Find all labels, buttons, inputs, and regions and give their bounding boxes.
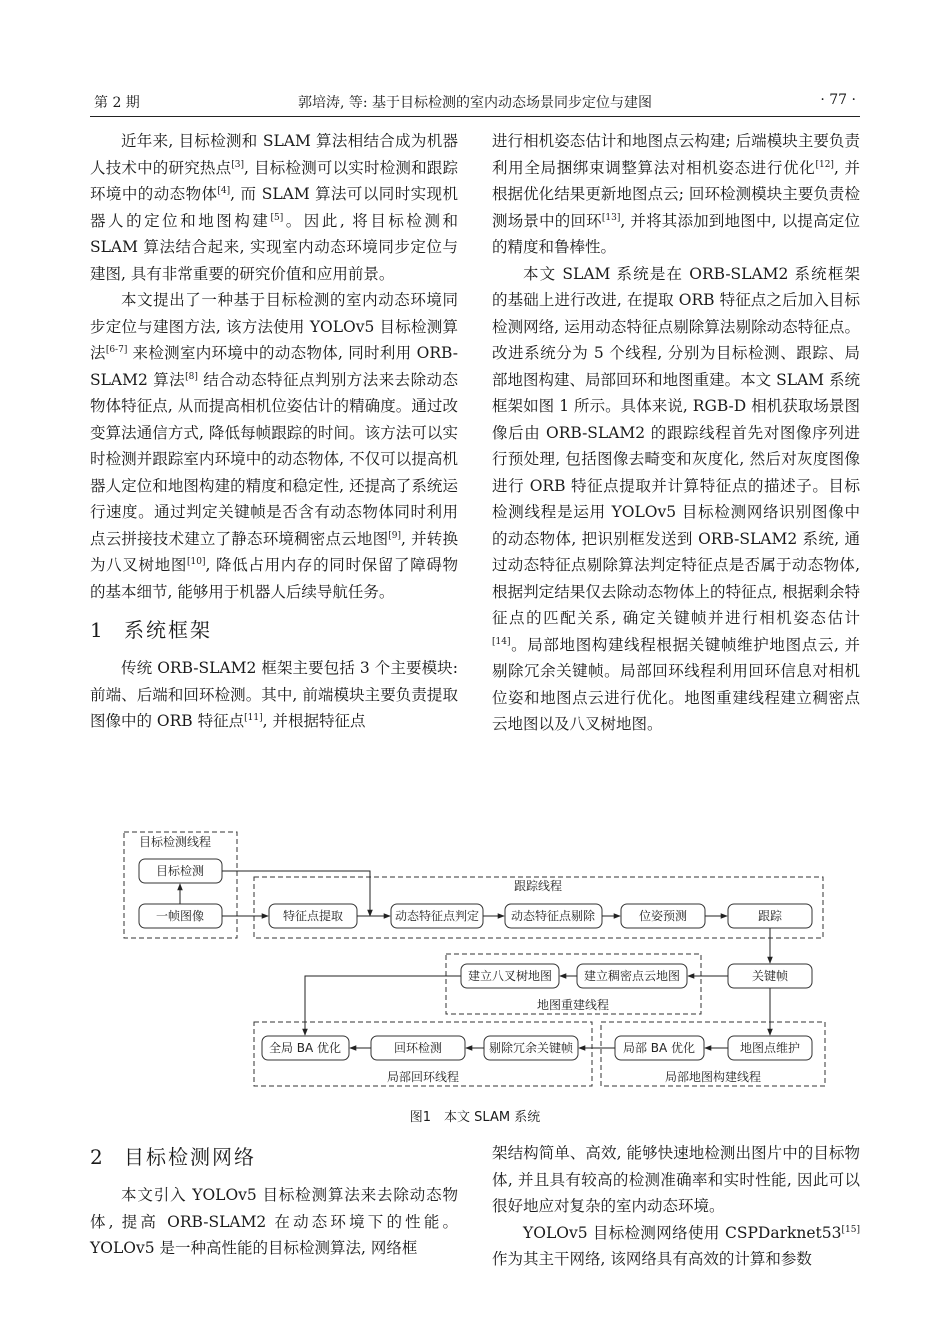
group-label-map-rebuild: 地图重建线程 — [536, 998, 610, 1012]
svg-text:位姿预测: 位姿预测 — [638, 909, 688, 923]
group-label-local-loop: 局部回环线程 — [386, 1070, 460, 1084]
right-column — [492, 128, 860, 738]
paragraph: 架结构简单、高效, 能够快速地检测出图片中的目标物体, 并且具有较高的检测准确率和实时性能, 因此可以很好地应对复杂的室内动态环境。 — [492, 1144, 860, 1215]
paragraph: 本文引入 YOLOv5 目标检测算法来去除动态物体, 提高 ORB-SLAM2 在动态环境下的性能。YOLOv5 是一种高性能的目标检测算法, 网络框 — [90, 1186, 458, 1257]
header-rule — [90, 116, 860, 117]
svg-text:跟踪: 跟踪 — [757, 909, 783, 923]
svg-text:地图点维护: 地图点维护 — [739, 1041, 801, 1055]
bottom-right-column — [492, 1140, 860, 1273]
figure-caption: 图1 本文 SLAM 系统 — [409, 1110, 541, 1125]
svg-text:关键帧: 关键帧 — [751, 969, 789, 983]
running-header — [90, 92, 860, 114]
arrow — [305, 976, 461, 1035]
group-label-detection: 目标检测线程 — [139, 835, 212, 849]
section-heading-2: 2 目标检测网络 — [90, 1145, 256, 1169]
figure-slam-system — [118, 828, 858, 1103]
slam-diagram — [118, 828, 858, 1103]
section-heading-1: 1 系统框架 — [90, 618, 212, 642]
paragraph: 传统 ORB-SLAM2 框架主要包括 3 个主要模块: 前端、后端和回环检测。其中, 前端模块主要负责提取图像中的 ORB 特征点[11], 并根据特征点 — [90, 659, 458, 730]
left-column — [90, 128, 458, 735]
running-title: 郭培涛, 等: 基于目标检测的室内动态场景同步定位与建图 — [297, 95, 653, 111]
issue-number: 第 2 期 — [94, 95, 140, 111]
svg-text:建立八叉树地图: 建立八叉树地图 — [467, 969, 553, 983]
svg-text:建立稠密点云地图: 建立稠密点云地图 — [583, 969, 681, 983]
svg-text:回环检测: 回环检测 — [393, 1041, 443, 1055]
paragraph: YOLOv5 目标检测网络使用 CSPDarknet53[15] 作为其主干网络, 该网络具有高效的计算和参数 — [492, 1223, 860, 1268]
svg-text:剔除冗余关键帧: 剔除冗余关键帧 — [488, 1041, 574, 1055]
svg-text:动态特征点剔除: 动态特征点剔除 — [510, 909, 596, 923]
svg-text:特征点提取: 特征点提取 — [282, 909, 344, 923]
svg-text:一帧图像: 一帧图像 — [155, 909, 205, 923]
svg-text:全局 BA 优化: 全局 BA 优化 — [268, 1041, 342, 1055]
paragraph: 本文 SLAM 系统是在 ORB-SLAM2 系统框架的基础上进行改进, 在提取 ORB 特征点之后加入目标检测网络, 运用动态特征点剔除算法剔除动态特征点。改进系统分为 5 个线程, 分别为目标检测、跟踪、局部地图构建、局部回环和地图重建。本文 SLAM 系统框架如图 1 所示。具体来说, RGB-D 相机获取场景图像后由 ORB-SLAM2 的跟踪线程首先对图像序列进行预处理, 包括图像去畸变和灰度化, 然后对灰度图像进行 ORB 特征点提取并计算特征点的描述子。目标检测线程是运用 YOLOv5 目标检测网络识别图像中的动态物体, 把识别框发送到 ORB-SLAM2 系统, 通过动态特征点剔除算法判定特征点是否属于动态物体, 根据判定结果仅去除动态物体上的特征点, 根据剩余特征点的匹配关系, 确定关键帧并进行相机姿态估计[14]。局部地图构建线程根据关键帧维护地图点云, 并剔除冗余关键帧。局部回环线程利用回环信息对相机位姿和地图点云进行优化。地图重建线程建立稠密点云地图以及八叉树地图。 — [492, 264, 860, 733]
bottom-left-column — [90, 1136, 458, 1262]
paragraph: 本文提出了一种基于目标检测的室内动态环境同步定位与建图方法, 该方法使用 YOLOv5 目标检测算法[6-7] 来检测室内环境中的动态物体, 同时利用 ORB-SLAM2 算法[8] 结合动态特征点判别方法来去除动态物体特征点, 从而提高相机位姿估计的精确度。通过改变算法通信方式, 降低每帧跟踪的时间。该方法可以实时检测并跟踪室内环境中的动态物体, 不仅可以提高机器人定位和地图构建的精度和稳定性, 还提高了系统运行速度。通过判定关键帧是否含有动态物体同时利用点云拼接技术建立了静态环境稠密点云地图[9], 并转换为八叉树地图[10], 降低占用内存的同时保留了障碍物的基本细节, 能够用于机器人后续导航任务。 — [90, 291, 459, 601]
group-label-local-map: 局部地图构建线程 — [664, 1070, 762, 1084]
svg-text:局部 BA 优化: 局部 BA 优化 — [622, 1041, 696, 1055]
group-label-tracking: 跟踪线程 — [513, 879, 563, 893]
paragraph: 进行相机姿态估计和地图点云构建; 后端模块主要负责利用全局捆绑束调整算法对相机姿态进行优化[12], 并根据优化结果更新地图点云; 回环检测模块主要负责检测场景中的回环[13], 并将其添加到地图中, 以提高定位的精度和鲁棒性。 — [492, 132, 860, 256]
svg-text:目标检测: 目标检测 — [155, 864, 205, 878]
paragraph: 近年来, 目标检测和 SLAM 算法相结合成为机器人技术中的研究热点[3], 目标检测可以实时检测和跟踪环境中的动态物体[4], 而 SLAM 算法可以同时实现机器人的定位和地图构建[5]。因此, 将目标检测和 SLAM 算法结合起来, 实现室内动态环境同步定位与建图, 具有非常重要的研究价值和应用前景。 — [90, 132, 458, 283]
svg-text:动态特征点判定: 动态特征点判定 — [394, 909, 480, 923]
page-number: · 77 · — [820, 92, 856, 108]
